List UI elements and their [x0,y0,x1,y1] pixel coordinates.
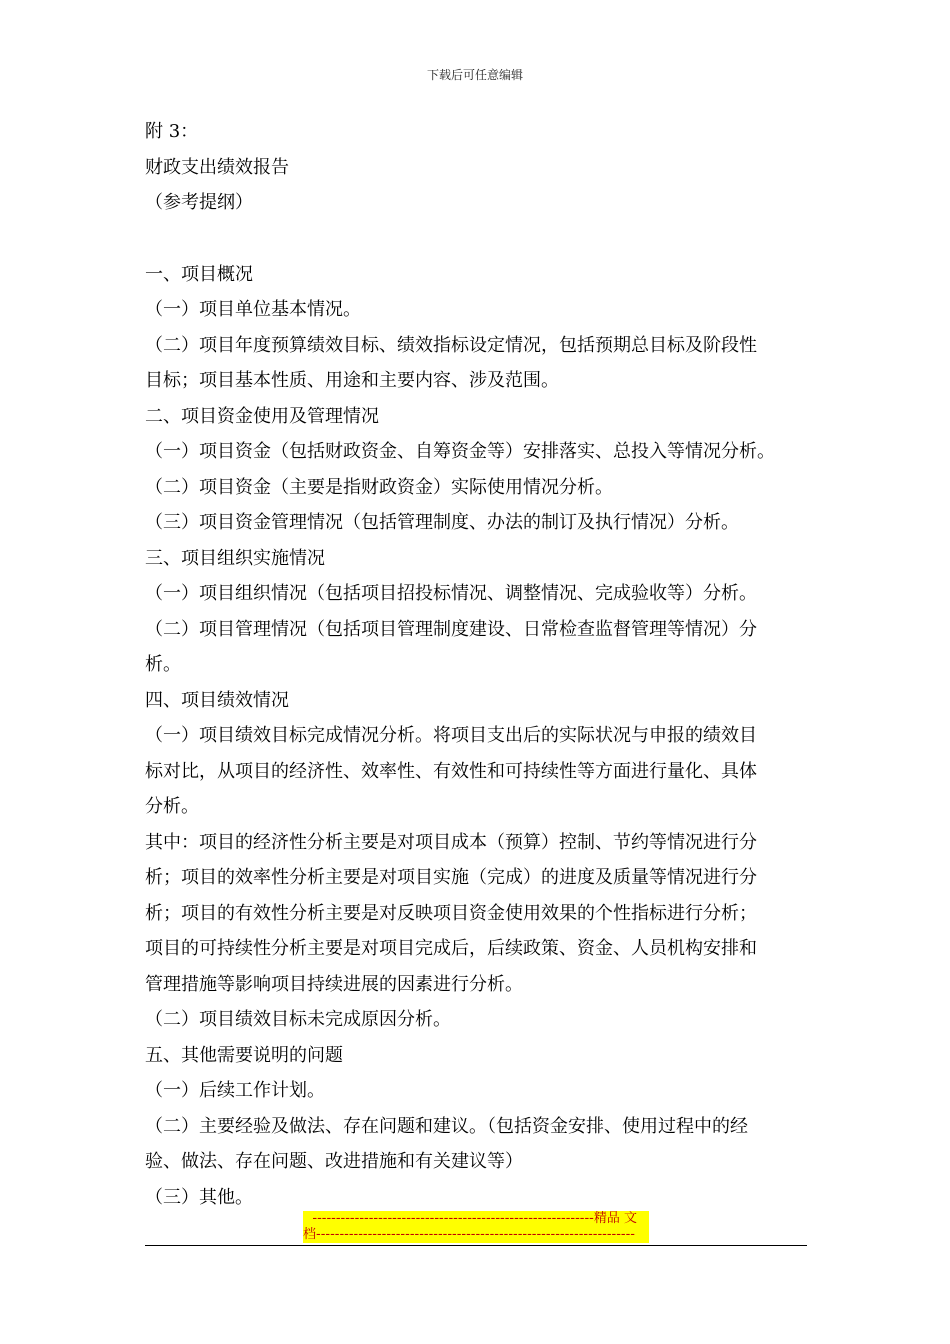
appendix-label: 附 3： [145,121,199,142]
section-heading-5: 五、其他需要说明的问题 [145,1044,343,1066]
document-body [145,114,807,1215]
paragraph-line: （一）后续工作计划。 [145,1080,325,1101]
paragraph-line: 目标；项目基本性质、用途和主要内容、涉及范围。 [145,370,559,391]
document-subtitle: （参考提纲） [145,192,253,213]
paragraph-line: 析；项目的效率性分析主要是对项目实施（完成）的进度及质量等情况进行分 [145,867,757,888]
paragraph-line: （二）项目绩效目标未完成原因分析。 [145,1009,451,1030]
paragraph-line: （一）项目资金（包括财政资金、自筹资金等）安排落实、总投入等情况分析。 [145,441,775,462]
paragraph-line: 析；项目的有效性分析主要是对反映项目资金使用效果的个性指标进行分析； [145,902,757,924]
paragraph-line: （三）项目资金管理情况（包括管理制度、办法的制订及执行情况）分析。 [145,512,739,533]
section-heading-2: 二、项目资金使用及管理情况 [145,405,379,427]
paragraph-line: 验、做法、存在问题、改进措施和有关建议等） [145,1151,523,1172]
paragraph-line: （一）项目组织情况（包括项目招投标情况、调整情况、完成验收等）分析。 [145,583,757,604]
section-heading-4: 四、项目绩效情况 [145,689,289,711]
paragraph-line: 析。 [145,654,181,675]
document-title: 财政支出绩效报告 [145,156,289,178]
blank-line [145,221,807,257]
paragraph-line: 管理措施等影响项目持续进展的因素进行分析。 [145,973,523,995]
paragraph-line: （三）其他。 [145,1186,253,1208]
paragraph-line: 标对比，从项目的经济性、效率性、有效性和可持续性等方面进行量化、具体 [145,760,757,782]
page-header-watermark: 下载后可任意编辑 [426,68,523,82]
paragraph-line: 其中：项目的经济性分析主要是对项目成本（预算）控制、节约等情况进行分 [145,831,757,853]
paragraph-line: 项目的可持续性分析主要是对项目完成后，后续政策、资金、人员机构安排和 [145,938,757,959]
paragraph-line: （一）项目单位基本情况。 [145,299,361,320]
section-heading-3: 三、项目组织实施情况 [145,547,325,569]
paragraph-line: （一）项目绩效目标完成情况分析。将项目支出后的实际状况与申报的绩效目 [145,725,757,746]
paragraph-line: 分析。 [145,796,199,817]
paragraph-line: （二）项目管理情况（包括项目管理制度建设、日常检查监督管理等情况）分 [145,618,757,640]
paragraph-line: （二）项目年度预算绩效目标、绩效指标设定情况，包括预期总目标及阶段性 [145,334,757,356]
section-heading-1: 一、项目概况 [145,263,253,285]
paragraph-line: （二）主要经验及做法、存在问题和建议。（包括资金安排、使用过程中的经 [145,1115,748,1137]
footer-divider [145,1245,807,1246]
footer-highlight-line-1: ------------------------------------------------------------精品 文 [303,1211,649,1227]
paragraph-line: （二）项目资金（主要是指财政资金）实际使用情况分析。 [145,476,613,498]
footer-highlight-line-2: 档-------------------------------------------------------------------- [303,1227,649,1243]
